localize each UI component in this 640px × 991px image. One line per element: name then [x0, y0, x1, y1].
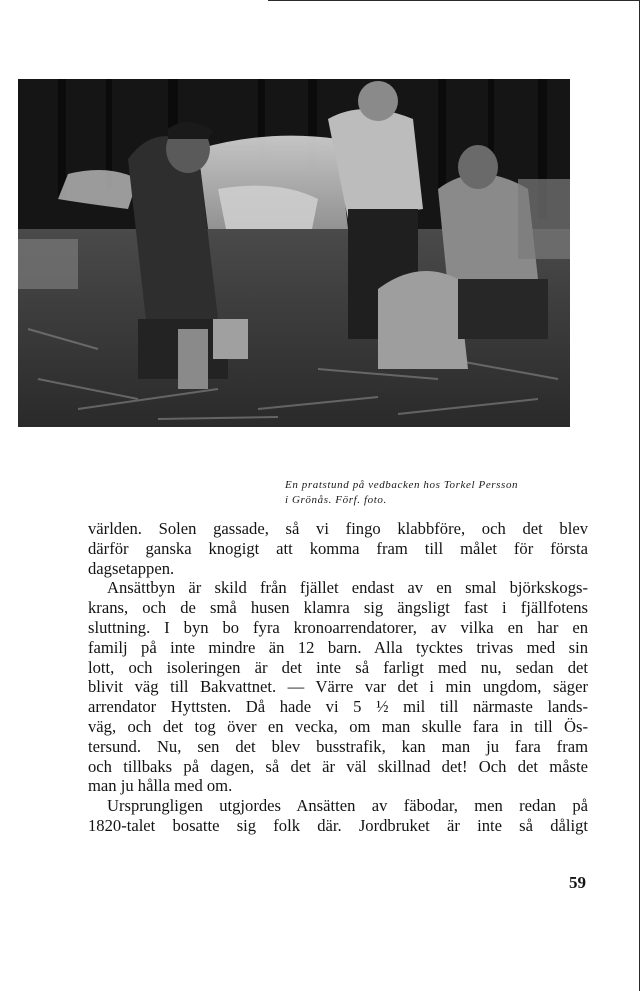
text-line: 1820-talet bosatte sig folk där. Jordbruket är inte så dåligt: [88, 815, 588, 835]
text-line: man ju hålla med om.: [88, 776, 233, 796]
paragraph-2: [88, 578, 588, 796]
text-line: världen. Solen gassade, så vi fingo klabbföre, och det blev: [88, 519, 588, 538]
text-line: och tillbaks på dagen, så det är väl skillnad det! Och det måste: [88, 756, 588, 776]
body-text: [88, 519, 588, 836]
caption-line: i Grönås. Förf. foto.: [285, 494, 387, 506]
caption-line: En pratstund på vedbacken hos Torkel Persson: [285, 479, 519, 491]
text-line: därför ganska knogigt att komma fram till målet för första: [88, 538, 588, 558]
text-line: familj på inte mindre än 12 barn. Alla tycktes trivas med sin: [88, 637, 588, 657]
photograph: [18, 79, 570, 427]
page-number: 59: [569, 873, 586, 892]
page-edge-top: [268, 0, 640, 1]
text-line: krans, och de små husen klamra sig ängsligt fast i fjällfotens: [88, 598, 588, 618]
text-line: Ansättbyn är skild från fjället endast av en smal björkskogs-: [107, 578, 588, 598]
photo-illustration: [18, 79, 570, 427]
text-line: dagsetappen.: [88, 558, 175, 578]
paragraph-3: [88, 796, 588, 836]
text-line: arrendator Hyttsten. Då hade vi 5 ½ mil till närmaste lands-: [88, 697, 588, 717]
paragraph-1: [88, 519, 588, 578]
text-line: väg, och det tog över en vecka, om man skulle fara in till Ös-: [88, 716, 588, 736]
photo-caption: [285, 478, 585, 508]
text-line: sluttning. I byn bo fyra kronoarrendatorer, av vilka en har en: [88, 617, 588, 637]
text-line: blivit väg till Bakvattnet. — Värre var det i min ungdom, säger: [88, 677, 588, 697]
text-line: tersund. Nu, sen det blev busstrafik, kan man ju fara fram: [88, 736, 588, 756]
text-line: Ursprungligen utgjordes Ansätten av fäbodar, men redan på: [107, 796, 588, 816]
text-line: lott, och isoleringen är det inte så farligt med nu, sedan det: [88, 657, 588, 677]
